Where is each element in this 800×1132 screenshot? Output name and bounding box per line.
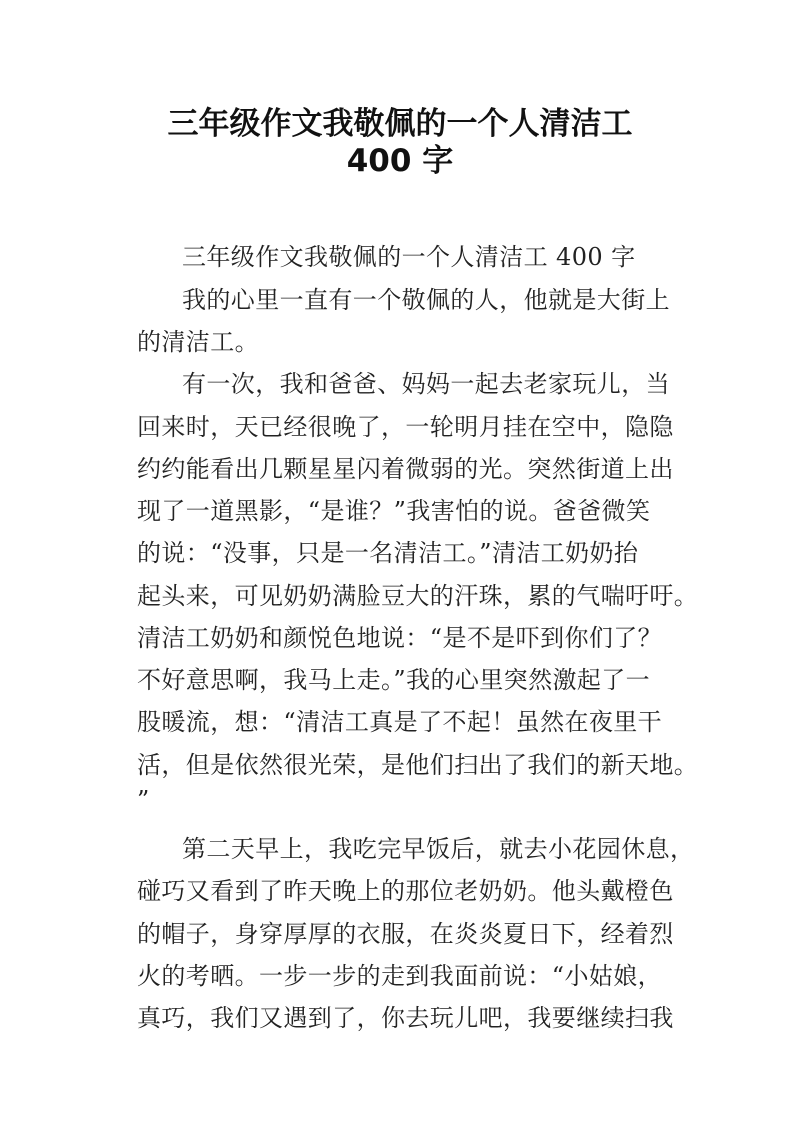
document-title: 三年级作文我敬佩的一个人清洁工	[167, 106, 633, 142]
text-line: 第二天早上，我吃完早饭后，就去小花园休息，	[182, 835, 695, 863]
text-line: 碰巧又看到了昨天晚上的那位老奶奶。他头戴橙色	[137, 877, 674, 905]
text-line: 现了一道黑影，“是谁？”我害怕的说。爸爸微笑	[137, 497, 651, 525]
text-line: 的清洁工。	[137, 328, 259, 356]
text-line: ”	[137, 786, 150, 814]
text-line: 我的心里一直有一个敬佩的人，他就是大街上	[182, 286, 670, 314]
text-line: 清洁工奶奶和颜悦色地说：“是不是吓到你们了？	[137, 624, 663, 652]
text-line: 三年级作文我敬佩的一个人清洁工 400 字	[182, 243, 636, 271]
text-line: 有一次，我和爸爸、妈妈一起去老家玩儿，当	[182, 370, 670, 398]
text-line: 活，但是依然很光荣，是他们扫出了我们的新天地。	[137, 751, 699, 779]
text-line: 的说：“没事，只是一名清洁工。”清洁工奶奶抬	[137, 539, 639, 567]
document-title-line2: 400 字	[346, 143, 454, 179]
text-line: 真巧，我们又遇到了，你去玩儿吧，我要继续扫我	[137, 1004, 674, 1032]
text-line: 火的考晒。一步一步的走到我面前说：“小姑娘，	[137, 962, 663, 990]
text-line: 股暖流，想：“清洁工真是了不起！虽然在夜里干	[137, 708, 663, 736]
text-line: 约约能看出几颗星星闪着微弱的光。突然街道上出	[137, 455, 674, 483]
text-line: 的帽子，身穿厚厚的衣服，在炎炎夏日下，经着烈	[137, 920, 674, 948]
text-line: 起头来，可见奶奶满脸豆大的汗珠，累的气喘吁吁。	[137, 582, 699, 610]
text-line: 回来时，天已经很晚了，一轮明月挂在空中，隐隐	[137, 413, 674, 441]
text-line: 不好意思啊，我马上走。”我的心里突然激起了一	[137, 666, 651, 694]
